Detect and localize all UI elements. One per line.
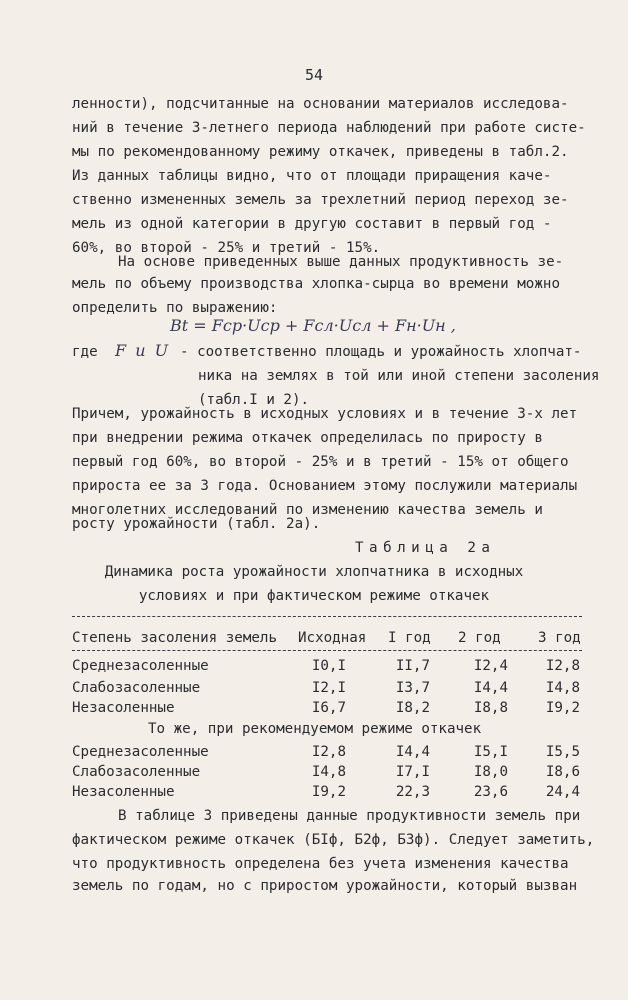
value-cell: I0,I — [311, 658, 346, 674]
table-header-cell: 2 год — [458, 630, 501, 646]
where-variables: F и U — [115, 341, 169, 360]
value-cell: I8,6 — [545, 764, 580, 780]
table-title-line: Динамика роста урожайности хлопчатника в исходных — [104, 564, 524, 580]
value-cell: II,7 — [395, 658, 430, 674]
value-cell: I2,I — [311, 680, 346, 696]
value-cell: I2,4 — [473, 658, 508, 674]
value-cell: 24,4 — [545, 784, 580, 800]
where-desc-line: - соответственно площадь и урожайность хлопчат- — [180, 344, 582, 360]
where-desc-line: (табл.I и 2). — [198, 392, 310, 408]
row-label: Слабозасоленные — [72, 764, 201, 780]
para1-line: ний в течение 3-летнего периода наблюдений при работе систе- — [72, 120, 586, 136]
value-cell: I3,7 — [395, 680, 430, 696]
value-cell: I9,2 — [545, 700, 580, 716]
value-cell: I2,8 — [311, 744, 346, 760]
value-cell: 22,3 — [395, 784, 430, 800]
productivity-formula: Bt = Fср·Ucp + Fсл·Uсл + Fн·Uн , — [170, 316, 456, 335]
para1-line: ственно измененных земель за трехлетний период переход зе- — [72, 192, 569, 208]
value-cell: I8,2 — [395, 700, 430, 716]
para3-line: прироста ее за 3 года. Основанием этому послужили материалы — [72, 478, 578, 494]
value-cell: I5,I — [473, 744, 508, 760]
where-label: где — [72, 344, 98, 360]
para2-line: мель по объему производства хлопка-сырца во времени можно — [72, 276, 561, 292]
row-label: Незасоленные — [72, 700, 175, 716]
value-cell: I4,8 — [545, 680, 580, 696]
table-label: Таблица 2а — [355, 540, 496, 556]
row-label: Среднезасоленные — [72, 744, 209, 760]
para4-line: земель по годам, но с приростом урожайности, который вызван — [72, 878, 578, 894]
table-header-rule — [72, 650, 582, 651]
where-desc-line: ника на землях в той или иной степени засоления — [198, 368, 600, 384]
para4-line: что продуктивность определена без учета изменения качества — [72, 856, 569, 872]
row-label: Незасоленные — [72, 784, 175, 800]
para1-line: Из данных таблицы видно, что от площади приращения каче- — [72, 168, 552, 184]
row-label: Среднезасоленные — [72, 658, 209, 674]
value-cell: I7,I — [395, 764, 430, 780]
value-cell: I9,2 — [311, 784, 346, 800]
value-cell: I4,4 — [473, 680, 508, 696]
para1-line: 60%, во второй - 25% и третий - 15%. — [72, 240, 381, 256]
value-cell: I4,4 — [395, 744, 430, 760]
para3-line: многолетних исследований по изменению качества земель и — [72, 502, 543, 518]
para3-line: Причем, урожайность в исходных условиях и в течение 3-х лет — [72, 406, 578, 422]
row-label: Слабозасоленные — [72, 680, 201, 696]
para4-line: В таблице 3 приведены данные продуктивности земель при — [118, 808, 581, 824]
table-header-cell: Исходная — [298, 630, 367, 646]
value-cell: I5,5 — [545, 744, 580, 760]
para3-line: росту урожайности (табл. 2а). — [72, 516, 321, 532]
table-header-cell: I год — [388, 630, 431, 646]
value-cell: I2,8 — [545, 658, 580, 674]
table-top-rule — [72, 616, 582, 617]
value-cell: I8,0 — [473, 764, 508, 780]
table-title-line: условиях и при фактическом режиме откачек — [138, 588, 490, 604]
para2-line: определить по выражению: — [72, 300, 278, 316]
table-header-cell: Степень засоления земель — [72, 630, 277, 646]
para1-line: ленности), подсчитанные на основании материалов исследова- — [72, 96, 569, 112]
para3-line: при внедрении режима откачек определилась по приросту в — [72, 430, 543, 446]
para2-line: На основе приведенных выше данных продуктивность зе- — [118, 254, 564, 270]
value-cell: I4,8 — [311, 764, 346, 780]
para1-line: мель из одной категории в другую составит в первый год - — [72, 216, 552, 232]
page-number: 54 — [304, 66, 324, 84]
value-cell: 23,6 — [473, 784, 508, 800]
value-cell: I8,8 — [473, 700, 508, 716]
value-cell: I6,7 — [311, 700, 346, 716]
para4-line: фактическом режиме откачек (БIф, Б2ф, Б3ф). Следует заметить, — [72, 832, 595, 848]
para3-line: первый год 60%, во второй - 25% и в третий - 15% от общего — [72, 454, 569, 470]
table-subheading: То же, при рекомендуемом режиме откачек — [148, 721, 482, 737]
para1-line: мы по рекомендованному режиму откачек, приведены в табл.2. — [72, 144, 569, 160]
table-header-cell: 3 год — [538, 630, 581, 646]
